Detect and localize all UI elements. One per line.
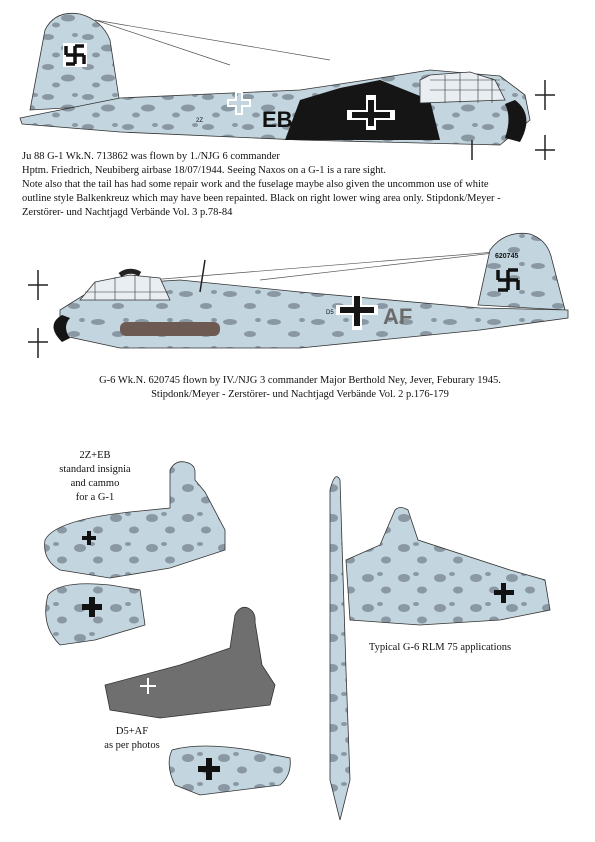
g1-caption-line: Zerstörer- und Nachtjagd Verbände Vol. 3 p.78-84 — [22, 207, 233, 218]
g1-caption-line: Ju 88 G-1 Wk.N. 713862 was flown by 1./NJG 6 commander — [22, 151, 280, 162]
ju88-g6-side-profile — [0, 230, 595, 370]
g1-insignia-label-line: for a G-1 — [75, 492, 115, 503]
g1-caption — [22, 150, 582, 220]
g6-plan-fuselage — [330, 477, 350, 820]
g6-serial: 620745 — [495, 253, 519, 260]
g1-tail-swastika — [63, 43, 87, 67]
g1-insignia-label-line: 2Z+EB — [79, 450, 111, 461]
g6-canopy — [80, 275, 170, 300]
rlm75-label: Typical G-6 RLM 75 applications — [368, 642, 512, 653]
d5-lower-wing — [169, 746, 290, 795]
g6-code-letters: AF — [383, 304, 413, 329]
g1-caption-line: outline style Balkenkreuz which may have been repainted. Black on right lower wing area only. Stipdonk/Meyer - — [22, 193, 501, 204]
ju88-g1-side-profile — [0, 0, 595, 160]
g1-caption-line: Hptm. Friedrich, Neubiberg airbase 18/07/1944. Seeing Naxos on a G-1 is a rare sight. — [22, 165, 387, 176]
g1-insignia-label — [40, 449, 150, 505]
g1-lower-wing — [46, 584, 145, 645]
d5-label-line: D5+AF — [115, 726, 149, 737]
g6-exhaust — [120, 322, 220, 336]
g6-small-code: D5 — [326, 310, 334, 316]
g1-small-code: 2Z — [196, 118, 204, 124]
d5-label-line: as per photos — [104, 740, 160, 751]
g1-insignia-label-line: and cammo — [70, 478, 120, 489]
g6-caption-line: Stipdonk/Meyer - Zerstörer- und Nachtjagd Verbände Vol. 2 p.176-179 — [151, 389, 449, 400]
d5-label — [92, 725, 172, 753]
g1-insignia-label-line: standard insignia — [59, 464, 131, 475]
g1-caption-line: Note also that the tail has had some repair work and the fuselage maybe also given the uncommon use of white — [22, 179, 489, 190]
g6-plan-wing — [346, 508, 550, 626]
g6-caption-line: G-6 Wk.N. 620745 flown by IV./NJG 3 commander Major Berthold Ney, Jever, Feburary 1945. — [99, 375, 501, 386]
g1-code-letters: EB — [262, 107, 293, 132]
g6-tail-fin — [478, 233, 565, 310]
g6-caption — [60, 374, 540, 402]
